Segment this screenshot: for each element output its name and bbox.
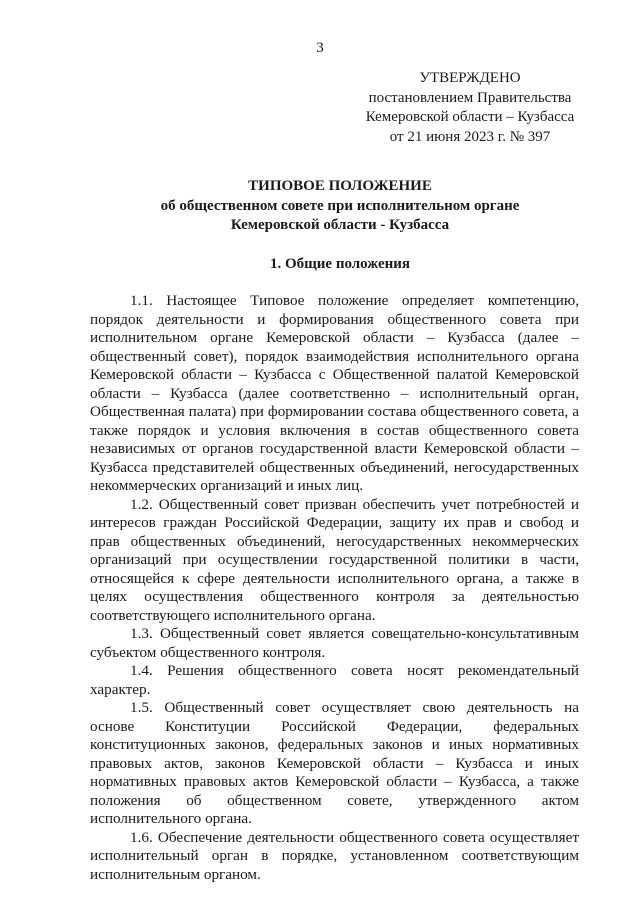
document-title — [0, 177, 640, 236]
title-line: ТИПОВОЕ ПОЛОЖЕНИЕ — [248, 178, 432, 194]
paragraph: 1.3. Общественный совет является совещательно-консультативным субъектом общественного контроля. — [90, 625, 579, 661]
section-heading: 1. Общие положения — [269, 256, 411, 272]
paragraph: 1.5. Общественный совет осуществляет свою деятельность на основе Конституции Российской Федерации, федеральных конституционных законов, федеральных законов и иных нормативных правовых актов, законов Кемеровской области – Кузбасса и иных нормативных правовых актов Кемеровской области – Кузбасса, а также положения об общественном совете, утвержденного актом исполнительного органа. — [90, 699, 579, 827]
paragraph: 1.1. Настоящее Типовое положение определяет компетенцию, порядок деятельности и формирования общественного совета при исполнительном органе Кемеровской области – Кузбасса (далее – общественный совет), порядок взаимодействия исполнительного органа Кемеровской области – Кузбасса с Общественной палатой Кемеровской области – Кузбасса (далее соответственно – исполнительный орган, Общественная палата) при формировании состава общественного совета, а также порядок и условия включения в состав общественного совета независимых от органов государственной власти Кемеровской области – Кузбасса представителей общественных объединений, негосударственных некоммерческих организаций и иных лиц. — [90, 292, 579, 494]
approval-stamp — [335, 69, 605, 147]
approval-line: постановлением Правительства — [368, 89, 572, 106]
title-line: Кемеровской области - Кузбасса — [230, 217, 450, 233]
paragraph: 1.6. Обеспечение деятельности общественного совета осуществляет исполнительный орган в порядке, установленном соответствующим исполнительным органом. — [90, 828, 579, 883]
document-body — [90, 292, 579, 884]
approval-line: Кемеровской области – Кузбасса — [365, 109, 575, 125]
paragraph: 1.2. Общественный совет призван обеспечить учет потребностей и интересов граждан Российской Федерации, защиту их прав и свобод и прав общественных объединений, негосударственных некоммерческих организаций при осуществлении государственной политики в части, относящейся к сфере деятельности исполнительного органа, а также в целях осуществления общественного контроля за деятельностью соответствующего исполнительного органа. — [90, 495, 579, 624]
approval-line: от 21 июня 2023 г. № 397 — [389, 128, 551, 145]
approval-line: УТВЕРЖДЕНО — [419, 70, 521, 86]
title-line: об общественном совете при исполнительном органе — [160, 197, 520, 214]
paragraph: 1.4. Решения общественного совета носят рекомендательный характер. — [90, 662, 579, 698]
page-number: 3 — [316, 40, 324, 56]
